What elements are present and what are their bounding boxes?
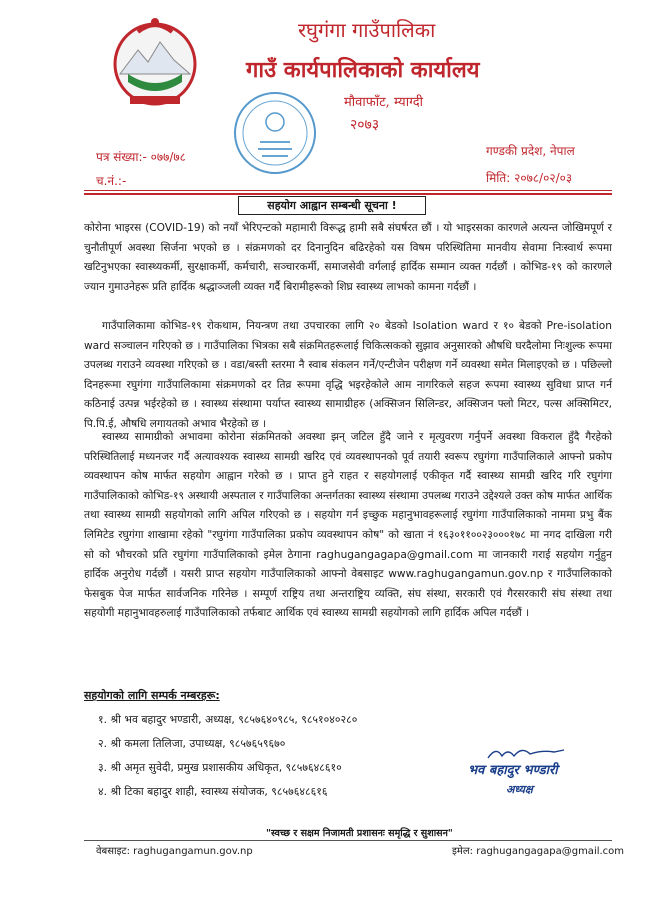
office-stamp-icon xyxy=(220,86,330,181)
body-paragraph-2: गाउँपालिकामा कोभिड-१९ रोकथाम, नियन्त्रण तथा उपचारका लागि २० बेडको Isolation ward र १० बेडको Pre-isolation ward सञ्चालन गरिएको छ । गाउँपालिका भित्रका सबै संक्रमितहरूलाई चिकित्सकको सुझाव अनुसारको औषधि घरदैलोमा निःशुल्क रूपमा उपलब्ध गराउने व्यवस्था गरिएको छ । वडा/बस्ती स्तरमा नै स्वाब संकलन गर्ने/एन्टीजेन परीक्षण गर्ने व्यवस्था समेत मिलाइएको छ । पछिल्लो दिनहरूमा रघुगंगा गाउँपालिकामा संक्रमणको दर तिव्र रूपमा वृद्धि भइरहेकोले आम नागरिकले सहज रूपमा स्वास्थ्य सुविधा प्राप्त गर्न कठिनाई उत्पन्न भईरहेको छ । स्वास्थ्य संस्थामा पर्याप्त स्वास्थ्य सामाग्रीहरु (अक्सिजन सिलिन्डर, अक्सिजन फ्लो मिटर, पल्स अक्सिमिटर, पि.पि.ई, औषधि लगायतको अभाव भैरहेको छ । xyxy=(84,320,612,430)
signatory-name: भव बहादुर भण्डारी xyxy=(468,763,558,778)
contact-item: ४. श्री टिका बहादुर शाही, स्वास्थ्य संयोजक, ९८५७६४८६१६ xyxy=(98,785,328,798)
subject-box: सहयोग आह्वान सम्बन्धी सूचना ! xyxy=(238,196,426,215)
contact-item: २. श्री कमला तिलिजा, उपाध्यक्ष, ९८५७६५९६७० xyxy=(98,737,286,750)
office-address: मौवाफाँट, म्याग्दी xyxy=(344,95,423,110)
footer-motto: "स्वच्छ र सक्षम निजामती प्रशासनः समृद्धि र सुशासन" xyxy=(266,828,453,839)
office-name: रघुगंगा गाउँपालिका xyxy=(298,18,436,42)
province: गण्डकी प्रदेश, नेपाल xyxy=(486,144,575,158)
reference-number: पत्र संख्या:- ०७७/७८ xyxy=(96,150,186,164)
signatory-title: अध्यक्ष xyxy=(506,783,533,796)
footer-website: वेबसाइट: raghugangamun.gov.np xyxy=(96,846,253,857)
body-paragraph-1: कोरोना भाइरस (COVID-19) को नयाँ भेरिएन्टको महामारी विरूद्ध हामी सबै संघर्षरत छौं । यो भाइरसका कारणले अत्यन्त जोखिमपूर्ण र चुनौतीपूर्ण अवस्था सिर्जना भएको छ । संक्रमणको दर दिनानुदिन बढिरहेको यस विषम परिस्थितिमा मानवीय सेवामा निःस्वार्थ रूपमा खटिनुभएका स्वास्थ्यकर्मी, सुरक्षाकर्मी, कर्मचारी, सञ्चारकर्मी, समाजसेवी वर्गलाई हार्दिक सम्मान व्यक्त गर्दछौं । कोभिड-१९ को कारणले ज्यान गुमाउनेहरू प्रति हार्दिक श्रद्धाञ्जली व्यक्त गर्दै बिरामीहरूको शिघ्र स्वास्थ्य लाभको कामना गर्दछौं । xyxy=(84,222,612,293)
footer-email: इमेल: raghugangagapa@gmail.com xyxy=(452,846,625,857)
contacts-heading: सहयोगको लागि सम्पर्क नम्बरहरू: xyxy=(84,689,220,702)
established-year: २०७३ xyxy=(350,117,380,133)
letter-date: मिति: २०७८/०२/०३ xyxy=(486,171,573,185)
dispatch-number: च.नं.:- xyxy=(96,174,127,188)
body-paragraph-3: स्वास्थ्य सामाग्रीको अभावमा कोरोना संक्रमितको अवस्था झन् जटिल हुँदै जाने र मृत्युवरण गर्नुपर्ने अवस्था विकराल हुँदै गैरहेको परिस्थितिलाई मध्यनजर गर्दै अत्यावश्यक स्वास्थ्य सामग्री खरिद एवं व्यवस्थापनको पूर्व तयारी स्वरूप रघुगंगा गाउँपालिकाले आफ्नो प्रकोप व्यवस्थापन कोष मार्फत सहयोग आह्वान गरेको छ । प्राप्त हुने राहत र सहयोगलाई एकीकृत गर्दै स्वास्थ्य सामग्री खरिद गरि रघुगंगा गाउँपालिकाको कोभिड-१९ अस्थायी अस्पताल र गाउँपालिका अन्तर्गतका स्वास्थ्य संस्थामा उपलब्ध गराउने उद्देश्यले उक्त कोष मार्फत आर्थिक तथा स्वास्थ्य सामग्री सहयोगको लागि अपिल गरिएको छ । सहयोग गर्न इच्छुक महानुभावहरूलाई रघुगंगा गाउँपालिकाको नाममा प्रभु बैंक लिमिटेड रघुगंगा शाखामा रहेको "रघुगंगा गाउँपालिका प्रकोप व्यवस्थापन कोष" को खाता नं १६३०११००२३०००१७८ मा नगद दाखिला गरी सो को भौचरको प्रति रघुगंगा गाउँपालिकाको इमेल ठेगाना raghugangagapa@gmail.com मा जानकारी गराई सहयोग गर्नुहुन हार्दिक अनुरोध गर्दछौं । यसरी प्राप्त सहयोग गाउँपालिकाको आफ्नो वेबसाइट www.raghugangamun.gov.np र गाउँपालिकाको फेसबुक पेज मार्फत सार्वजनिक गरिनेछ । सम्पूर्ण राष्ट्रिय तथा अन्तराष्ट्रिय व्यक्ति, संघ संस्था, सरकारी एवं गैरसरकारी संघ संस्था तथा सहयोगी महानुभावहरुलाई गाउँपालिकाको तर्फबाट आर्थिक एवं स्वास्थ्य सामग्री सहयोगको लागि हार्दिक अपिल गर्दछौं । xyxy=(84,431,612,620)
office-title: गाउँ कार्यपालिकाको कार्यालय xyxy=(246,57,480,83)
nepal-emblem-icon xyxy=(108,12,203,112)
header-divider xyxy=(84,190,612,191)
contact-item: ३. श्री अमृत सुवेदी, प्रमुख प्रशासकीय अधिकृत, ९८५७६४८६१० xyxy=(98,761,342,774)
footer-divider xyxy=(84,840,612,841)
header-divider-thick xyxy=(84,193,612,195)
contact-item: १. श्री भव बहादुर भण्डारी, अध्यक्ष, ९८५७६४०९८५, ९८५१०४०२८० xyxy=(98,713,358,726)
